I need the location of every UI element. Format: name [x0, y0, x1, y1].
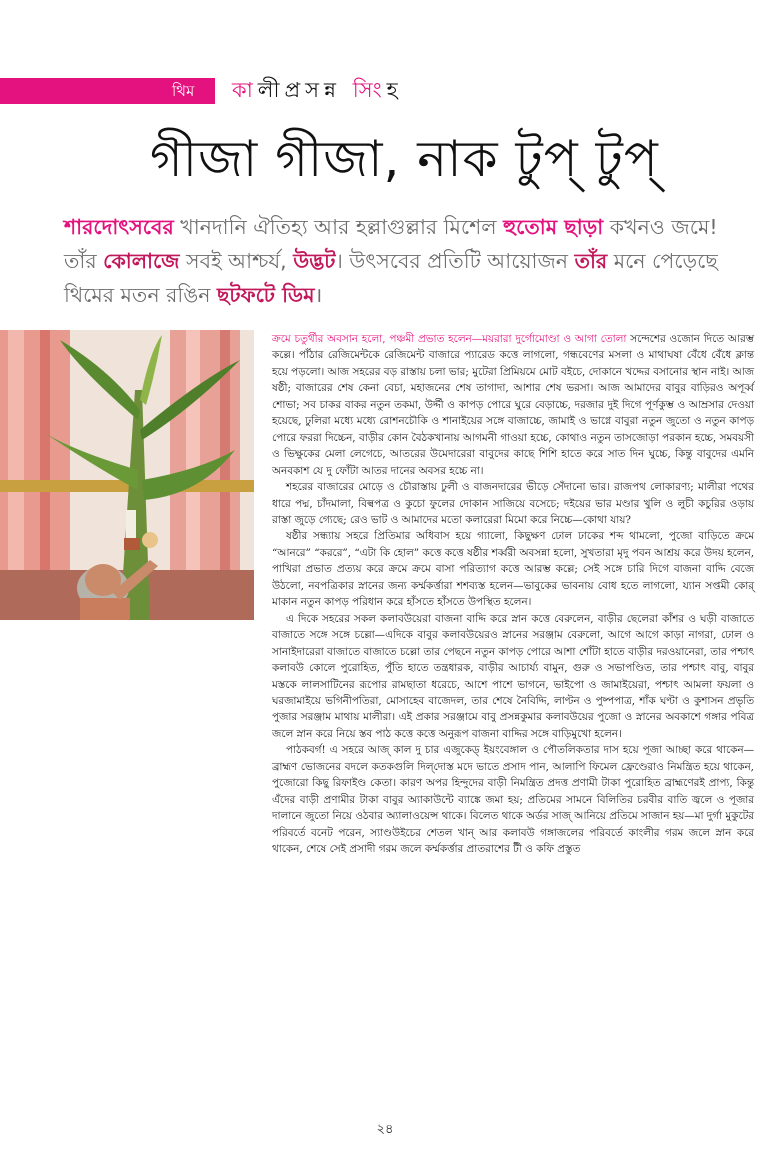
author-name: [232, 74, 403, 109]
article-title: গীজা গীজা, নাক টুপ্‌ টুপ্‌: [150, 130, 659, 188]
author-part: সিং: [352, 78, 387, 102]
article-body: [272, 331, 754, 858]
section-tag: থিম: [172, 82, 195, 100]
lead-text: মনে পেড়েছে থিমের মতন রঙিন: [64, 249, 718, 307]
lead-highlight: ছটফটে ডিম: [217, 283, 315, 307]
lead-highlight: কোলাজে: [103, 249, 180, 273]
lead-highlight: তাঁর: [574, 249, 608, 273]
article-paragraph: এ দিকে সহরের সকল কলাবউয়েরা বাজনা বাদ্দি করে স্নান কত্তে বেরুলেন, বাড়ীর ছেলেরা কাঁশর ও ঘড়ী বাজাতে বাজাতে সঙ্গে সঙ্গে চল্লো—এদিকে বাবুর কলাবউয়েরও স্নানের সরঞ্জাম বেরুলো, আগে আগে কাড়া নাগরা, ঢোল ও সানাইদারেরা বাজাতে বাজাতে চল্লো তার পেছনে নতুন কাপড় পোরে আশা শোঁটা হাতে বাড়ীর দরওয়ানেরা, তার পশ্চাৎ কলাবউ কোলে পুরোহিত, পুঁতি হাতে তন্ত্রধারক, বাড়ীর আচার্য্য বামুন, গুরু ও সভাপণ্ডিত, তার পশ্চাৎ বাবু, বাবুর মস্তকে লালসাটিনের রূপোর রামছাতা ধরেচে, আশে পাশে ভাগনে, ভাইপো ও জামাইয়েরা, পশ্চাৎ আমলা ফয়লা ও ঘরজামাইয়ে ভগিনীপতিরা, মোসাহেব বাজেদল, তার শেষে নৈবিদ্দি, লাণ্টন ও পুষ্পপাত্র, শাঁক ঘণ্টা ও কুশাসন প্রভৃতি পুজার সরঞ্জাম মাথায় মালীরা। এই প্রকার সরঞ্জামে বাবু প্রসন্নকুমার কলাবউয়ের পুজো ও স্নানের অবকাশে গঙ্গার পবিত্র জলে স্নান করে নিয়ে স্তব পাঠ কত্তে কত্তে অনুরূপ বাজনা বাদ্দির সঙ্গে বাড়িমুখো হলেন।: [272, 612, 754, 740]
lead-highlight: উদ্ভট: [293, 249, 336, 273]
article-paragraph: পাঠকবর্গ! এ সহরে আজ্ কাল দু চার এজুকেড্ ইয়ংবেঙ্গাল ও পৌতলিকতার দাস হয়ে পূজা আচ্ছা করে থাকেন—ব্রাহ্মণ ভোজনের বদলে কতকগুলি দিল্‌দোস্ত মদে ভাতে প্রসাদ পান, আলাপি ফিমেল ফ্রেণ্ডেরাও নিমন্ত্রিত হয়ে থাকেন, পুজোরো কিছু রিফাইণ্ড কেতা। কারণ অপর হিন্দুদের বাড়ী নিমন্ত্রিত প্রদত্ত প্রণামী টাকা পুরোহিত ব্রাহ্মণেরই প্রাপ্য, কিন্তু এঁদের বাড়ী প্রণামীর টাকা বাবুর অ্যাকাউন্টে ব্যাঙ্কে জমা হয়; প্রতিমের সামনে বিলিতির চরবীর বাতি জ্বলে ও পূজার দালানে জুতো নিয়ে ওঠবার অ্যালাওয়েন্স থাকে। বিলেত থাকে অর্ডর সাজ্ আনিয়ে প্রতিমে সাজান হয়—মা দুর্গা মুকুটের পরিবর্তে বনেট পরেন, স্যাণ্ডউইচের শেতল খান্ আর কলাবউ গঙ্গাজলের পরিবর্তে কাংলীর গরম জলে স্নান করে থাকেন, শেষে সেই প্রসাদী গরম জলে কর্ম্মকর্ত্তার প্রাতরাশের টী ও কফি প্রস্তুত: [272, 744, 754, 856]
author-part: হ: [386, 78, 403, 102]
article-paragraph: [272, 331, 754, 479]
article-paragraph: শহরের বাজারের মোড়ে ও চৌরাস্তায় ঢুলী ও বাজনদারের ভীড়ে সেঁদানো ভার। রাজপথ লোকারণ্য; মালীরা পথের ধারে পদ্ম, চাঁদমালা, বিল্বপত্র ও কুচো ফুলের দোকান সাজিয়ে বসেচে; দইয়ের ভার মণ্ডার খুলি ও লুচী কচুরির ওড়ায় রাস্তা জুড়ে গ্যেছে; রেও ভাট ও আমাদের মতো কলারেরা মিমো করে নিচ্চে—কোথা যায়?: [272, 481, 754, 526]
article-text: সন্দেশের ওজোন দিতে আরম্ভ কল্লে। পাঁঠার রেজিমেন্টকে রেজিমেন্ট বাজারে প্যারেড কত্তে লাগলো, গন্ধবেণের মসলা ও মাথাঘষা বেঁধে বেঁধে ক্লান্ত হয়ে পড়লো। আজ সহরের বড় রাস্তায় চলা ভার; মুটেরা প্রিমিয়মে মোট বইচে, দোকানে খদ্দের বসানোর স্থান নাই। আজ ষষ্ঠী; বাজারের শেষ কেনা বেচা, মহাজনের শেষ তাগাদা, আশার শেষ ভরসা। আজ আমাদের বাবুর বাড়িরও অপূর্ব্ব শোভা; সব চাকর বাকর নতুন তকমা, উর্দ্দী ও কাপড় পোরে ঘুরে বেড়াচ্চে, দরজার দুই দিগে পূর্ণকুম্ভ ও আম্রসার দেওয়া হয়েছে, ঢুলিরা মধ্যে মধ্যে রোশনচৌকি ও শানাইয়ের সঙ্গে বাজাচ্চে, জামাই ও ভাগ্নে বাবুরা নতুন জুতো ও নতুন কাপড় পোরে ফররা দিচ্চেন, বাড়ীর কোন বৈঠকখানায় আগমনী গাওয়া হচ্চে, কোথাও নতুন তাসজোড়া পরকান হচ্চে, সমবয়সী ও ভিক্ষুকের মেলা লেগেচে, আতরের উমেদারেরা বাবুদের কাছে শিশি হাতে করে সাত দিন ঘুচ্চে, কিন্তু বাবুদের এমনি অনবকাশ যে দু ফোঁটা আতর দানের অবসর হচ্চে না।: [272, 333, 754, 477]
article-opening: ক্রমে চতুর্থীর অবসান হলো, পঞ্চমী প্রভাত হলেন—ময়রারা দুর্গোমোণ্ডা ও আগা তোলা: [272, 333, 627, 345]
lead-highlight: হুতোম ছাড়া: [503, 215, 604, 239]
photo-illustration: [0, 330, 254, 620]
lead-text: । উৎসবের প্রতিটি আয়োজন: [335, 249, 575, 273]
author-part: লীপ্রসন্ন: [257, 78, 341, 102]
lead-highlight: শারদোৎসবের: [64, 215, 174, 239]
lead-paragraph: [64, 210, 734, 312]
lead-text: খানদানি ঐতিহ্য আর হল্লাগুল্লার মিশেল: [173, 215, 504, 239]
lead-text: কখনও জমে! তাঁর: [64, 215, 718, 273]
lead-text: ।: [314, 283, 323, 307]
article-photo: [0, 330, 254, 620]
lead-text: সবই আশ্চর্য,: [179, 249, 294, 273]
article-paragraph: ষষ্ঠীর সন্ধ্যায় সহরে প্রিতিমার অধিবাস হয়ে গ্যালো, কিছুক্ষণ ঢোল ঢাকের শব্দ থামলো, পুজো বাড়িতে ক্রমে “আনরে” “কররে”, “এটা কি হোল” কত্তে কত্তে ষষ্ঠীর শর্ব্বরী অবসন্না হলো, সুখতারা মৃদু পবন আশ্রয় করে উদয় হলেন, পাখিরা প্রভাত প্রত্যয় করে ক্রমে ক্রমে বাসা পরিত্যাগ কত্তে আরম্ভ কল্লে; সেই সঙ্গে চারি দিগে বাজনা বাদ্দি বেজে উঠলো, নবপত্রিকার স্নানের জন্য কর্ম্মকর্ত্তারা শশব্যস্ত হলেন—ভাবুকের ভাবনায় বোধ হতে লাগলো, য্যান সপ্তমী কোর্ মাকান নতুন কাপড় পরিধান করে হাঁসতে হাঁসতে উপস্থিত হলেন।: [272, 530, 754, 609]
author-part: কা: [232, 78, 258, 102]
page-number: ২৪: [376, 1122, 394, 1137]
